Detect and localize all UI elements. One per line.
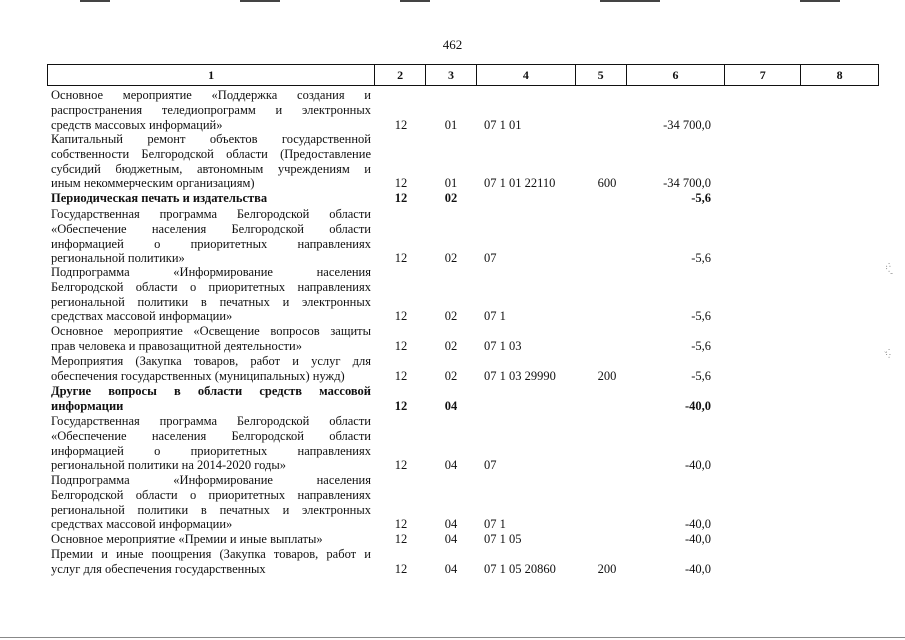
scan-artifact: ·:.·' bbox=[884, 262, 894, 275]
cell-c6: -5,6 bbox=[691, 251, 711, 266]
row-description bbox=[51, 324, 371, 354]
cell-c4: 07 1 03 bbox=[484, 338, 522, 353]
cell-c3: 02 bbox=[444, 338, 458, 353]
description-line: информации bbox=[51, 398, 124, 413]
description-line: Подпрограмма «Информирование населения bbox=[51, 265, 371, 279]
cell-c5: 200 bbox=[597, 561, 617, 576]
description-line: Основное мероприятие «Освещение вопросов защиты bbox=[51, 324, 371, 338]
cell-c4: 07 1 01 22110 bbox=[484, 176, 556, 191]
row-description bbox=[51, 132, 371, 191]
cell-c2: 12 bbox=[394, 368, 408, 383]
cell-c6: -40,0 bbox=[684, 517, 711, 532]
cell-c2: 12 bbox=[394, 251, 408, 266]
cell-c2: 12 bbox=[394, 561, 408, 576]
column-header: 6 bbox=[627, 65, 726, 85]
cell-c3: 01 bbox=[444, 117, 458, 132]
description-line: средствах массовой информации» bbox=[51, 309, 233, 324]
row-description bbox=[51, 547, 371, 577]
row-description bbox=[51, 532, 371, 547]
scan-top-rule bbox=[800, 0, 840, 2]
cell-c6: -5,6 bbox=[691, 338, 711, 353]
description-line: Премии и иные поощрения (Закупка товаров, работ и bbox=[51, 547, 371, 561]
cell-c6: -5,6 bbox=[691, 309, 711, 324]
description-line: региональной политики в печатных и электронных bbox=[51, 502, 371, 517]
column-header: 5 bbox=[576, 65, 627, 85]
cell-c2: 12 bbox=[394, 338, 408, 353]
row-description bbox=[51, 88, 371, 132]
cell-c2: 12 bbox=[394, 532, 408, 546]
cell-c2: 12 bbox=[394, 398, 408, 413]
description-line: Белгородской области о приоритетных направлениях bbox=[51, 487, 371, 502]
cell-c4: 07 bbox=[484, 251, 497, 266]
cell-c3: 02 bbox=[444, 368, 458, 383]
description-line: собственности Белгородской области (Предоставление bbox=[51, 146, 371, 161]
description-line: Мероприятия (Закупка товаров, работ и услуг для bbox=[51, 354, 371, 368]
cell-c2: 12 bbox=[394, 176, 408, 191]
description-line: услуг для обеспечения государственных bbox=[51, 561, 266, 576]
cell-c3: 02 bbox=[444, 251, 458, 266]
description-line: субсидий бюджетным, автономным учреждениям и bbox=[51, 161, 371, 176]
scan-artifact: ·,:· bbox=[884, 348, 894, 359]
column-header: 8 bbox=[836, 68, 843, 82]
description-line: распространения теледиопрограмм и электронных bbox=[51, 102, 371, 117]
description-line: Основное мероприятие «Поддержка создания и bbox=[51, 88, 371, 102]
cell-c2: 12 bbox=[394, 517, 408, 532]
cell-c4: 07 1 03 29990 bbox=[484, 368, 556, 383]
description-line: Белгородской области о приоритетных направлениях bbox=[51, 279, 371, 294]
description-line: средствах массовой информации» bbox=[51, 517, 233, 532]
column-header: 7 bbox=[725, 65, 801, 85]
cell-c6: -34 700,0 bbox=[663, 176, 711, 191]
description-line: иным некоммерческим организациям) bbox=[51, 176, 255, 191]
scan-top-rule bbox=[400, 0, 430, 2]
cell-c5: 600 bbox=[597, 176, 617, 191]
row-description bbox=[51, 207, 371, 266]
cell-c2: 12 bbox=[394, 117, 408, 132]
row-description bbox=[51, 384, 371, 414]
row-description bbox=[51, 414, 371, 473]
row-description bbox=[51, 473, 371, 532]
cell-c3: 04 bbox=[444, 561, 458, 576]
column-header: 2 bbox=[375, 65, 426, 85]
description-line: Периодическая печать и издательства bbox=[51, 191, 268, 205]
column-header: 4 bbox=[477, 65, 576, 85]
cell-c3: 01 bbox=[444, 176, 458, 191]
cell-c4: 07 bbox=[484, 458, 497, 473]
description-line: региональной политики на 2014-2020 годы» bbox=[51, 458, 287, 473]
cell-c3: 02 bbox=[444, 191, 458, 205]
cell-c6: -40,0 bbox=[684, 398, 711, 413]
description-line: Государственная программа Белгородской области bbox=[51, 414, 371, 428]
cell-c6: -5,6 bbox=[691, 191, 711, 205]
page-number: 462 bbox=[442, 37, 463, 52]
description-line: средств массовых информаций» bbox=[51, 117, 223, 132]
cell-c6: -40,0 bbox=[684, 561, 711, 576]
cell-c2: 12 bbox=[394, 458, 408, 473]
scan-top-rule bbox=[80, 0, 110, 2]
cell-c3: 04 bbox=[444, 532, 458, 546]
description-line: обеспечения государственных (муниципальных) нужд) bbox=[51, 368, 345, 383]
cell-c6: -5,6 bbox=[691, 368, 711, 383]
cell-c2: 12 bbox=[394, 309, 408, 324]
description-line: Государственная программа Белгородской области bbox=[51, 207, 371, 221]
description-line: Подпрограмма «Информирование населения bbox=[51, 473, 371, 487]
description-line: информацией о приоритетных направлениях bbox=[51, 443, 371, 458]
cell-c3: 04 bbox=[444, 458, 458, 473]
description-line: региональной политики» bbox=[51, 251, 185, 266]
description-line: Основное мероприятие «Премии и иные выплаты» bbox=[51, 532, 323, 546]
column-header: 3 bbox=[426, 65, 477, 85]
cell-c4: 07 1 bbox=[484, 517, 506, 532]
description-line: Капитальный ремонт объектов государственной bbox=[51, 132, 371, 146]
row-description bbox=[51, 354, 371, 384]
scan-top-rule bbox=[240, 0, 280, 2]
cell-c6: -34 700,0 bbox=[663, 117, 711, 132]
cell-c3: 02 bbox=[444, 309, 458, 324]
column-header: 1 bbox=[48, 65, 375, 85]
description-line: «Обеспечение населения Белгородской области bbox=[51, 428, 371, 443]
row-description bbox=[51, 265, 371, 324]
description-line: «Обеспечение населения Белгородской области bbox=[51, 221, 371, 236]
cell-c4: 07 1 bbox=[484, 309, 506, 324]
description-line: региональной политики в печатных и электронных bbox=[51, 294, 371, 309]
description-line: Другие вопросы в области средств массовой bbox=[51, 384, 371, 398]
cell-c4: 07 1 05 bbox=[484, 532, 522, 546]
cell-c6: -40,0 bbox=[684, 458, 711, 473]
cell-c3: 04 bbox=[444, 517, 458, 532]
cell-c4: 07 1 01 bbox=[484, 117, 522, 132]
cell-c2: 12 bbox=[394, 191, 408, 205]
cell-c4: 07 1 05 20860 bbox=[484, 561, 556, 576]
cell-c3: 04 bbox=[444, 398, 458, 413]
table-header bbox=[47, 64, 879, 86]
cell-c6: -40,0 bbox=[684, 532, 711, 546]
row-description bbox=[51, 191, 371, 206]
cell-c5: 200 bbox=[597, 368, 617, 383]
scan-top-rule bbox=[600, 0, 660, 2]
page-bottom-edge bbox=[0, 637, 905, 638]
description-line: прав человека и правозащитной деятельности» bbox=[51, 338, 302, 353]
description-line: информацией о приоритетных направлениях bbox=[51, 236, 371, 251]
